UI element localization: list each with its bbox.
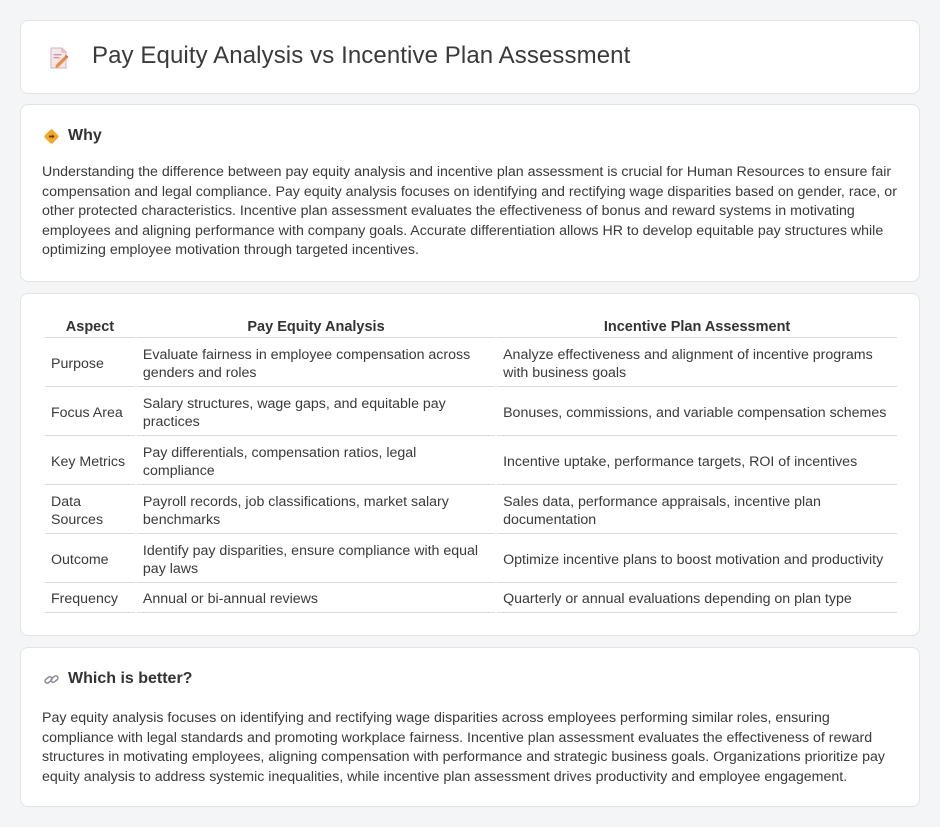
comparison-table-card [20, 293, 920, 636]
why-heading [43, 127, 102, 145]
table-row [45, 436, 897, 485]
why-body: Understanding the difference between pay equity analysis and incentive plan assessment is crucial for Human Resources to ensure fair compensation and legal compliance. Pay equity analysis focuses on identifying and rectifying wage disparities based on gender, race, or other protected characteristics. Incentive plan assessment evaluates the effectiveness of bonus and reward systems in motivating employees and aligning performance with company goals. Accurate differentiation allows HR to develop equitable pay structures while optimizing employee motivation through targeted incentives. [42, 164, 897, 259]
diamond-signpost-icon [43, 128, 60, 145]
aspect-cell: Focus Area [45, 387, 135, 436]
why-section [20, 104, 920, 282]
comparison-table [43, 316, 899, 613]
aspect-cell: Purpose [45, 338, 135, 387]
incentive-cell: Quarterly or annual evaluations depending on plan type [497, 583, 897, 613]
incentive-cell: Analyze effectiveness and alignment of incentive programs with business goals [497, 338, 897, 387]
aspect-cell: Key Metrics [45, 436, 135, 485]
table-row [45, 338, 897, 387]
table-row [45, 534, 897, 583]
incentive-cell: Incentive uptake, performance targets, ROI of incentives [497, 436, 897, 485]
aspect-cell: Frequency [45, 583, 135, 613]
pay-equity-cell: Payroll records, job classifications, market salary benchmarks [137, 485, 495, 534]
why-heading-label: Why [68, 127, 102, 144]
header-incentive-plan: Incentive Plan Assessment [497, 316, 897, 338]
aspect-cell: Outcome [45, 534, 135, 583]
pay-equity-cell: Pay differentials, compensation ratios, legal compliance [137, 436, 495, 485]
better-heading-label: Which is better? [68, 670, 193, 687]
pay-equity-cell: Salary structures, wage gaps, and equitable pay practices [137, 387, 495, 436]
better-body: Pay equity analysis focuses on identifying and rectifying wage disparities across employees performing similar roles, ensuring compliance with legal standards and promoting workplace fairness. Incentive plan assessment evaluates the effectiveness of reward structures in motivating employees, aligning compensation with performance and strategic business goals. Organizations prioritize pay equity analysis to address systemic inequalities, while incentive plan assessment drives productivity and employee engagement. [42, 710, 886, 785]
incentive-cell: Sales data, performance appraisals, incentive plan documentation [497, 485, 897, 534]
page-title: Pay Equity Analysis vs Incentive Plan Assessment [92, 42, 631, 69]
table-header-row [45, 316, 897, 338]
header-aspect: Aspect [45, 316, 135, 338]
link-icon [43, 671, 60, 688]
aspect-cell: Data Sources [45, 485, 135, 534]
table-row [45, 387, 897, 436]
table-row [45, 583, 897, 613]
pay-equity-cell: Identify pay disparities, ensure compliance with equal pay laws [137, 534, 495, 583]
incentive-cell: Optimize incentive plans to boost motivation and productivity [497, 534, 897, 583]
header-card [20, 20, 920, 94]
pay-equity-cell: Evaluate fairness in employee compensation across genders and roles [137, 338, 495, 387]
which-is-better-section [20, 647, 920, 807]
header-pay-equity: Pay Equity Analysis [137, 316, 495, 338]
pay-equity-cell: Annual or bi-annual reviews [137, 583, 495, 613]
document-edit-icon [47, 46, 71, 70]
table-row [45, 485, 897, 534]
incentive-cell: Bonuses, commissions, and variable compensation schemes [497, 387, 897, 436]
better-heading [43, 670, 192, 688]
